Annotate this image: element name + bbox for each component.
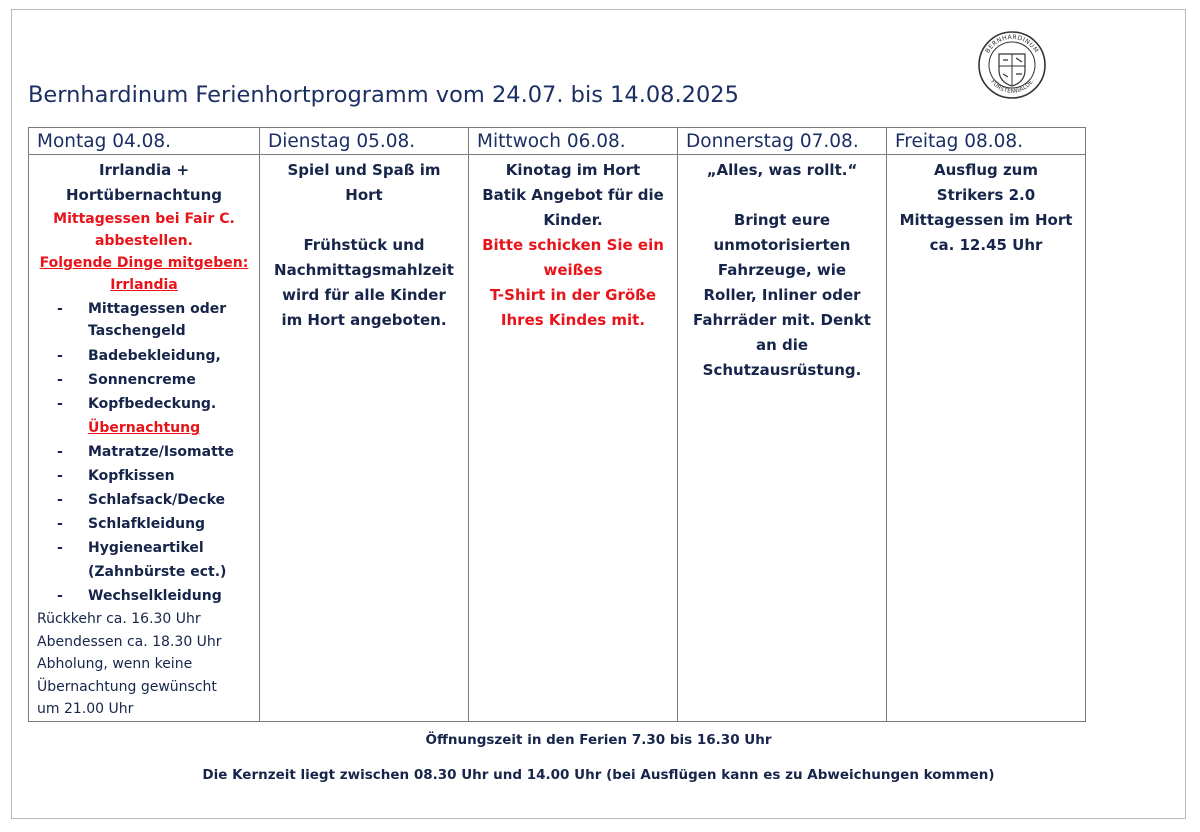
day-cell-tuesday bbox=[260, 155, 469, 722]
thursday-line: Fahrräder mit. Denkt bbox=[693, 311, 871, 329]
schedule-table bbox=[28, 127, 1086, 722]
day-cell-friday bbox=[887, 155, 1086, 722]
page-title: Bernhardinum Ferienhortprogramm vom 24.07. bis 14.08.2025 bbox=[28, 82, 739, 108]
list-section-title: Übernachtung bbox=[88, 420, 201, 436]
friday-line: Ausflug zum bbox=[933, 161, 1038, 179]
day-header-wednesday: Mittwoch 06.08. bbox=[469, 128, 678, 155]
list-item: - Sonnencreme bbox=[57, 372, 196, 388]
monday-red-line: abbestellen. bbox=[95, 233, 193, 249]
friday-line: Mittagessen im Hort bbox=[899, 211, 1073, 229]
wednesday-line: Kinder. bbox=[543, 211, 603, 229]
thursday-line: Roller, Inliner oder bbox=[703, 286, 861, 304]
list-item: (Zahnbürste ect.) bbox=[88, 564, 227, 580]
school-seal-logo bbox=[977, 30, 1047, 100]
thursday-line: Schutzausrüstung. bbox=[702, 361, 862, 379]
list-item: - Wechselkleidung bbox=[57, 588, 222, 604]
day-header-thursday: Donnerstag 07.08. bbox=[678, 128, 887, 155]
tuesday-line: Hort bbox=[345, 186, 383, 204]
tuesday-line: Spiel und Spaß im bbox=[287, 161, 441, 179]
day-header-friday: Freitag 08.08. bbox=[887, 128, 1086, 155]
tuesday-line: Nachmittagsmahlzeit bbox=[274, 261, 454, 279]
wednesday-red-line: weißes bbox=[543, 261, 603, 279]
list-item: - Kopfbedeckung. bbox=[57, 396, 217, 412]
monday-note: Abendessen ca. 18.30 Uhr bbox=[37, 633, 222, 650]
monday-note: um 21.00 Uhr bbox=[37, 701, 134, 717]
monday-red-line: Mittagessen bei Fair C. bbox=[53, 211, 235, 227]
monday-line: Hortübernachtung bbox=[65, 186, 223, 204]
friday-line: ca. 12.45 Uhr bbox=[929, 236, 1043, 254]
day-header-monday: Montag 04.08. bbox=[29, 128, 260, 155]
list-item: - Badebekleidung, bbox=[57, 348, 221, 364]
day-header-tuesday: Dienstag 05.08. bbox=[260, 128, 469, 155]
list-item: - Mittagessen oder bbox=[57, 301, 227, 317]
list-item: - Schlafkleidung bbox=[57, 516, 206, 532]
monday-red-line: Folgende Dinge mitgeben: bbox=[39, 255, 249, 271]
friday-line: Strikers 2.0 bbox=[936, 186, 1036, 204]
table-row bbox=[29, 155, 1086, 722]
monday-note: Abholung, wenn keine bbox=[37, 656, 193, 672]
list-item: - Schlafsack/Decke bbox=[57, 492, 226, 508]
core-hours-note: Die Kernzeit liegt zwischen 08.30 Uhr und 14.00 Uhr (bei Ausflügen kann es zu Abweichungen kommen) bbox=[202, 767, 995, 783]
list-item: - Matratze/Isomatte bbox=[57, 444, 234, 460]
wednesday-red-line: Bitte schicken Sie ein bbox=[482, 236, 664, 254]
thursday-line: unmotorisierten bbox=[713, 236, 851, 254]
packing-list bbox=[31, 298, 257, 608]
list-item: - Kopfkissen bbox=[57, 468, 175, 484]
thursday-line: an die bbox=[755, 336, 809, 354]
list-item: - Hygieneartikel bbox=[57, 540, 204, 556]
monday-note: Rückkehr ca. 16.30 Uhr bbox=[37, 611, 201, 627]
monday-note: Übernachtung gewünscht bbox=[37, 678, 217, 695]
thursday-line: Bringt eure bbox=[733, 211, 831, 229]
thursday-line: Fahrzeuge, wie bbox=[717, 261, 847, 279]
svg-text:FÜRSTENWALDE: FÜRSTENWALDE bbox=[989, 79, 1035, 96]
wednesday-red-line: Ihres Kindes mit. bbox=[500, 311, 646, 329]
day-cell-wednesday bbox=[469, 155, 678, 722]
opening-hours-note: Öffnungszeit in den Ferien 7.30 bis 16.30 Uhr bbox=[425, 732, 772, 748]
tuesday-line: im Hort angeboten. bbox=[281, 311, 447, 329]
day-cell-thursday bbox=[678, 155, 887, 722]
tuesday-line: wird für alle Kinder bbox=[282, 286, 446, 304]
thursday-line: „Alles, was rollt.“ bbox=[706, 161, 858, 179]
tuesday-line: Frühstück und bbox=[303, 236, 425, 254]
day-cell-monday bbox=[29, 155, 260, 722]
table-header-row bbox=[29, 128, 1086, 155]
monday-line: Irrlandia + bbox=[98, 161, 190, 179]
monday-red-line: Irrlandia bbox=[110, 277, 178, 293]
list-item: Taschengeld bbox=[88, 323, 186, 339]
wednesday-line: Kinotag im Hort bbox=[505, 161, 641, 179]
wednesday-line: Batik Angebot für die bbox=[482, 186, 664, 204]
svg-text:BERNHARDINUM: BERNHARDINUM bbox=[984, 33, 1040, 55]
wednesday-red-line: T-Shirt in der Größe bbox=[489, 286, 657, 304]
